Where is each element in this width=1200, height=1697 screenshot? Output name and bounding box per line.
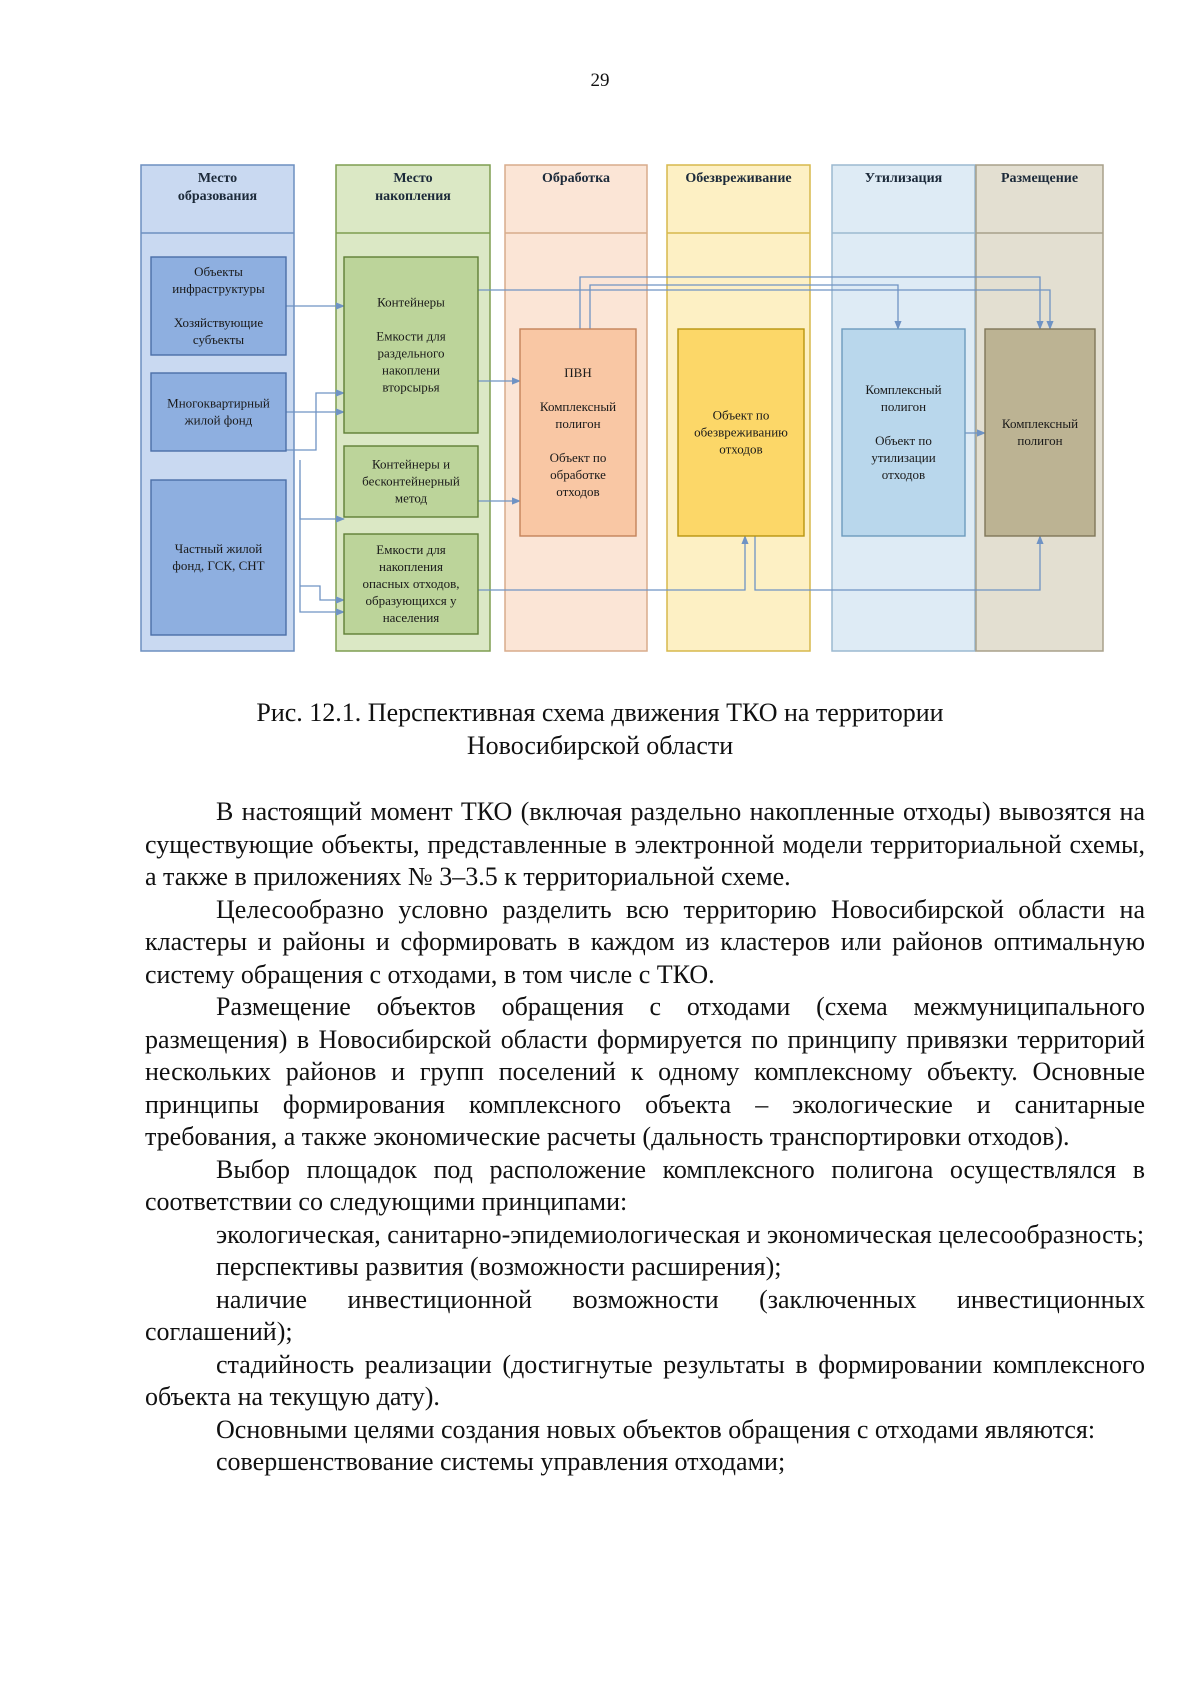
list-item: наличие инвестиционной возможности (заключенных инвестиционных соглашений); xyxy=(145,1284,1145,1346)
box-containers2 xyxy=(344,446,478,517)
box-text: Объекты xyxy=(194,264,243,279)
box-neutral xyxy=(678,329,804,536)
box-private xyxy=(151,480,286,635)
body-text xyxy=(145,796,1145,1479)
box-hazard xyxy=(344,534,478,634)
box-text: Объект по xyxy=(549,450,607,465)
paragraph: Размещение объектов обращения с отходами (схема межмуниципального размещения) в Новосибирской области формируется по принципу привязки территорий нескольких районов и групп поселений к одному комплексному объекту. Основные принципы формирования комплексного объекта – экологические и санитарные требования, а также экономические расчеты (дальность транспортировки отходов). xyxy=(145,992,1145,1151)
box-pvn xyxy=(520,329,636,536)
box-text: обезвреживанию xyxy=(694,424,788,440)
box-text: полигон xyxy=(1017,433,1063,448)
box-text: фонд, ГСК, СНТ xyxy=(172,558,265,573)
box-text: отходов xyxy=(719,441,763,457)
paragraph: Целесообразно условно разделить всю территорию Новосибирской области на кластеры и районы и сформировать в каждом из кластеров или районов оптимальную систему обращения с отходами, в том числе с ТКО. xyxy=(145,894,1145,989)
box-text: населения xyxy=(382,610,440,625)
paragraph: Основными целями создания новых объектов обращения с отходами являются: xyxy=(216,1414,1096,1444)
figure-caption xyxy=(130,696,1070,762)
box-text: Объект по xyxy=(875,433,932,448)
paragraph: Выбор площадок под расположение комплексного полигона осуществлялся в соответствии со следующими принципами: xyxy=(145,1154,1145,1216)
box-text: субъекты xyxy=(192,332,245,347)
column-title: Утилизация xyxy=(864,171,943,186)
box-text: отходов xyxy=(556,484,600,499)
box-text: вторсырья xyxy=(382,379,440,395)
column-title: Место xyxy=(197,171,238,186)
box-mkd xyxy=(151,373,286,451)
box-text: полигон xyxy=(880,399,927,414)
box-text: полигон xyxy=(555,416,601,431)
box-text: опасных отходов, xyxy=(362,576,460,591)
column-title: Обработка xyxy=(541,171,611,186)
column-title: образования xyxy=(177,189,258,204)
paragraph: В настоящий момент ТКО (включая раздельно накопленные отходы) вывозятся на существующие объекты, представленные в электронной модели территориальной схемы, а также в приложениях № 3–3.5 к территориальной схеме. xyxy=(145,797,1145,891)
box-text: Емкости для xyxy=(376,328,446,344)
box-text: накоплени xyxy=(381,362,441,378)
box-text: отходов xyxy=(881,467,926,482)
box-text: образующихся у xyxy=(365,593,457,608)
box-text: накопления xyxy=(379,559,443,574)
box-text: Многоквартирный xyxy=(167,395,270,411)
caption-line-1: Рис. 12.1. Перспективная схема движения ТКО на территории xyxy=(256,698,944,727)
box-containers xyxy=(344,257,478,433)
box-text: утилизации xyxy=(871,450,936,465)
box-text: Комплексный xyxy=(865,382,942,397)
page-number: 29 xyxy=(590,70,610,91)
box-text: бесконтейнерный xyxy=(362,473,460,489)
column-title: Место xyxy=(393,171,433,186)
box-landfill xyxy=(985,329,1095,536)
box-text: раздельного xyxy=(377,345,445,361)
box-rect xyxy=(520,329,636,536)
box-text: Емкости для xyxy=(376,542,446,557)
column-title: Обезвреживание xyxy=(685,171,792,186)
box-util xyxy=(842,329,965,536)
list-item: экологическая, санитарно-эпидемиологическая и экономическая целесообразность; xyxy=(216,1219,1145,1249)
box-text: инфраструктуры xyxy=(172,281,265,296)
box-text: жилой фонд xyxy=(184,412,253,428)
box-text: Контейнеры и xyxy=(371,456,451,472)
box-text: Объект по xyxy=(712,407,770,423)
box-infra xyxy=(151,257,286,355)
box-text: Частный жилой xyxy=(174,541,263,556)
list-item: совершенствование системы управления отходами; xyxy=(216,1447,786,1476)
list-item: перспективы развития (возможности расширения); xyxy=(216,1252,782,1281)
box-text: метод xyxy=(394,490,428,506)
box-text: Комплексный xyxy=(1001,416,1079,431)
box-text: ПВН xyxy=(564,365,592,380)
list-item: стадийность реализации (достигнутые результаты в формировании комплексного объекта на текущую дату). xyxy=(145,1349,1145,1411)
box-text: Комплексный xyxy=(539,399,617,414)
box-text: Контейнеры xyxy=(377,294,445,310)
column-title: накопления xyxy=(375,189,451,204)
waste-flow-diagram xyxy=(0,0,1200,680)
caption-line-2: Новосибирской области xyxy=(466,731,734,760)
box-text: Хозяйствующие xyxy=(173,315,264,330)
box-text: обработке xyxy=(550,467,606,482)
column-title: Размещение xyxy=(1000,171,1079,186)
